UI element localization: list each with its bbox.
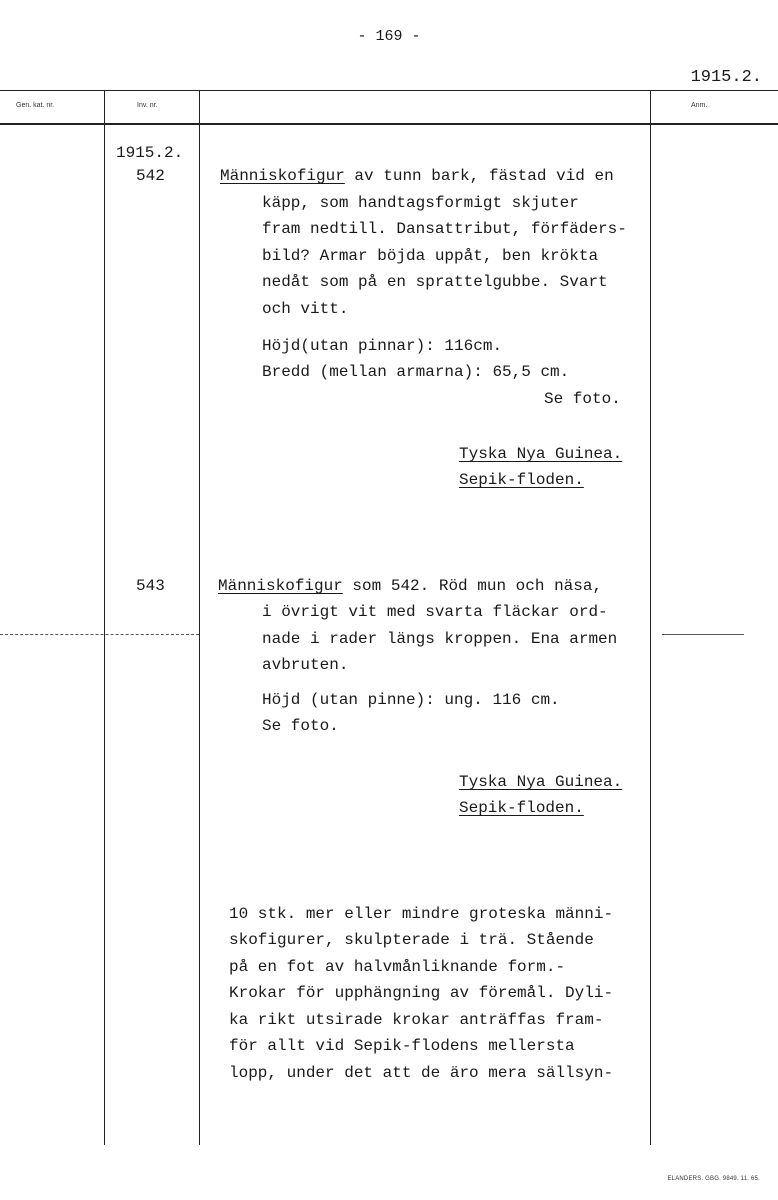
entry-543-first-line: Människofigur som 542. Röd mun och näsa, xyxy=(218,577,603,595)
fold-line-right xyxy=(662,634,744,635)
entry-542-line-3: bild? Armar böjda uppåt, ben krökta xyxy=(262,247,599,265)
fold-line-left xyxy=(0,634,199,635)
column-header-gen-kat: Gen. kat. nr. xyxy=(16,102,55,109)
group-entry-line-6: för allt vid Sepik-flodens mellersta xyxy=(229,1037,575,1055)
entry-542-place-region: Tyska Nya Guinea. xyxy=(459,445,623,463)
entry-542-width: Bredd (mellan armarna): 65,5 cm. xyxy=(262,363,570,381)
inventory-number-542: 542 xyxy=(136,167,165,185)
entry-543-height: Höjd (utan pinne): ung. 116 cm. xyxy=(262,691,560,709)
entry-543-title: Människofigur xyxy=(218,577,343,595)
entry-542-place-river: Sepik-floden. xyxy=(459,471,584,489)
entry-542-photo: Se foto. xyxy=(544,390,621,408)
entry-542-line-4: nedåt som på en sprattelgubbe. Svart xyxy=(262,273,608,291)
column-rule-inv-text xyxy=(199,91,200,1145)
year-header: 1915.2. xyxy=(690,68,762,87)
entry-542-title: Människofigur xyxy=(220,167,345,185)
inventory-number-543: 543 xyxy=(136,577,165,595)
entry-year-marker: 1915.2. xyxy=(116,144,184,162)
entry-543-line-2: nade i rader längs kroppen. Ena armen xyxy=(262,630,618,648)
printer-mark: ELANDERS. GBG. 9849. 11. 65. xyxy=(667,1176,760,1182)
column-rule-text-anm xyxy=(650,91,651,1145)
group-entry-line-4: Krokar för upphängning av föremål. Dyli- xyxy=(229,984,614,1002)
header-top-rule xyxy=(0,90,778,91)
group-entry-line-7: lopp, under det att de äro mera sällsyn- xyxy=(229,1064,614,1082)
header-bottom-rule xyxy=(0,123,778,125)
column-header-inv: Inv. nr. xyxy=(137,102,158,109)
entry-543-line-1: i övrigt vit med svarta fläckar ord- xyxy=(262,603,608,621)
entry-542-line-2: fram nedtill. Dansattribut, förfäders- xyxy=(262,220,627,238)
entry-542-height: Höjd(utan pinnar): 116cm. xyxy=(262,337,503,355)
page-number: - 169 - xyxy=(357,28,421,45)
entry-543-photo: Se foto. xyxy=(262,717,339,735)
group-entry-line-3: på en fot av halvmånliknande form.- xyxy=(229,958,566,976)
entry-542-first-line: Människofigur av tunn bark, fästad vid en xyxy=(220,167,614,185)
group-entry-line-5: ka rikt utsirade krokar anträffas fram- xyxy=(229,1011,604,1029)
entry-543-place-region: Tyska Nya Guinea. xyxy=(459,773,623,791)
group-entry-line-1: 10 stk. mer eller mindre groteska männi- xyxy=(229,905,614,923)
entry-543-line-3: avbruten. xyxy=(262,656,349,674)
column-header-anm: Anm. xyxy=(691,102,708,109)
entry-542-line-5: och vitt. xyxy=(262,300,349,318)
group-entry-line-2: skofigurer, skulpterade i trä. Stående xyxy=(229,931,594,949)
entry-543-place-river: Sepik-floden. xyxy=(459,799,584,817)
column-rule-gen-inv xyxy=(104,91,105,1145)
entry-542-line-1: käpp, som handtagsformigt skjuter xyxy=(262,194,579,212)
